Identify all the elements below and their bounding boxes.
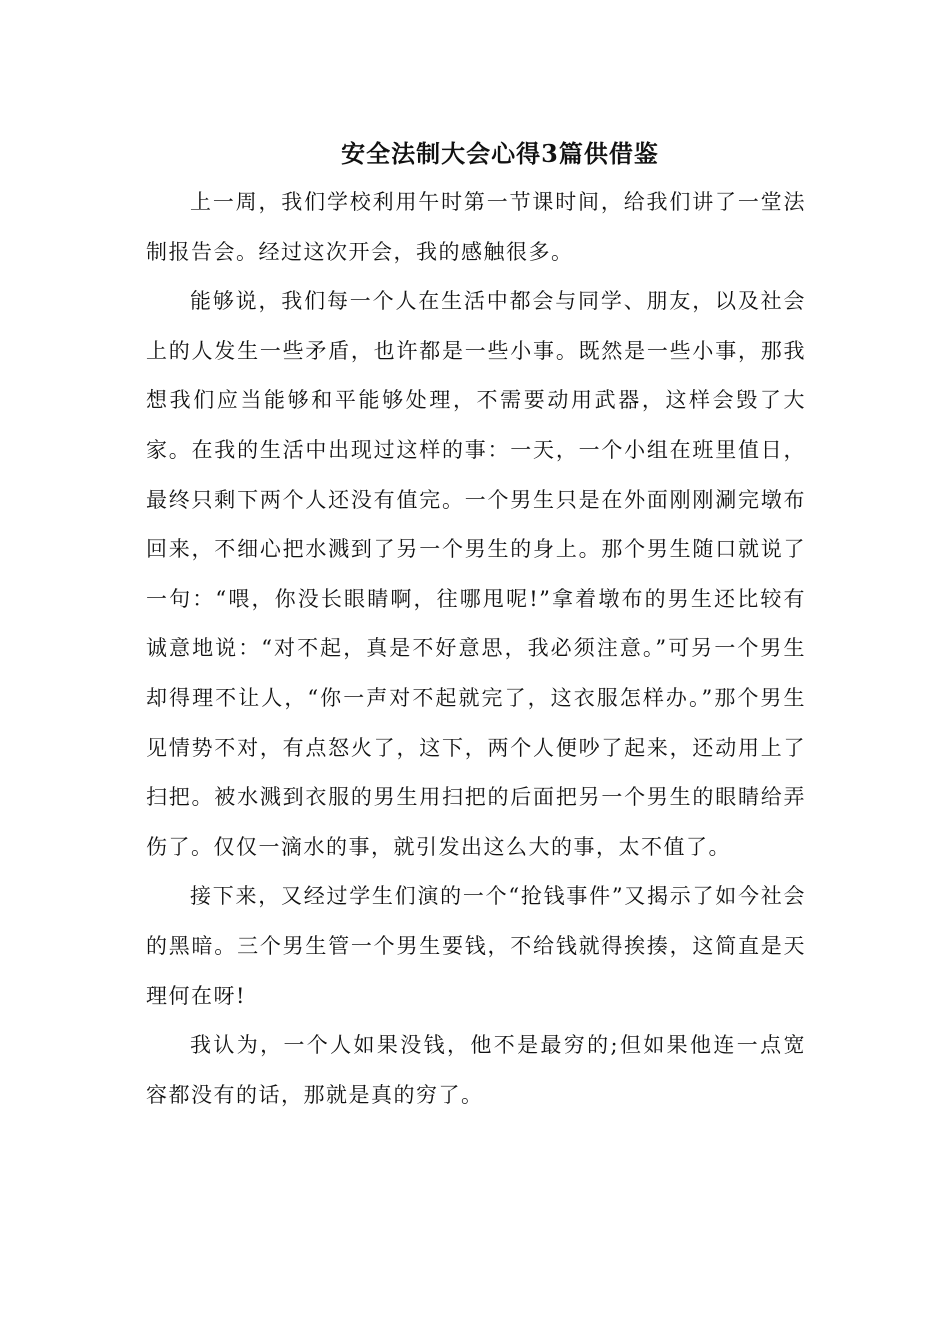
document-title: 安全法制大会心得3篇供借鉴 [341,139,659,168]
paragraph: 上一周，我们学校利用午时第一节课时间，给我们讲了一堂法制报告会。经过这次开会，我的感触很多。 [146,190,806,264]
paragraph: 接下来，又经过学生们演的一个“抢钱事件”又揭示了如今社会的黑暗。三个男生管一个男生要钱，不给钱就得挨揍，这简直是天理何在呀! [146,884,806,1008]
paragraph: 我认为，一个人如果没钱，他不是最穷的;但如果他连一点宽容都没有的话，那就是真的穷了。 [146,1033,806,1107]
document-body [146,178,806,1120]
paragraph: 能够说，我们每一个人在生活中都会与同学、朋友，以及社会上的人发生一些矛盾，也许都是一些小事。既然是一些小事，那我想我们应当能够和平能够处理，不需要动用武器，这样会毁了大家。在我的生活中出现过这样的事：一天，一个小组在班里值日，最终只剩下两个人还没有值完。一个男生只是在外面刚刚涮完墩布回来，不细心把水溅到了另一个男生的身上。那个男生随口就说了一句：“喂，你没长眼睛啊，往哪甩呢!”拿着墩布的男生还比较有诚意地说：“对不起，真是不好意思，我必须注意。”可另一个男生却得理不让人，“你一声对不起就完了，这衣服怎样办。”那个男生见情势不对，有点怒火了，这下，两个人便吵了起来，还动用上了扫把。被水溅到衣服的男生用扫把的后面把另一个男生的眼睛给弄伤了。仅仅一滴水的事，就引发出这么大的事，太不值了。 [146,289,806,859]
